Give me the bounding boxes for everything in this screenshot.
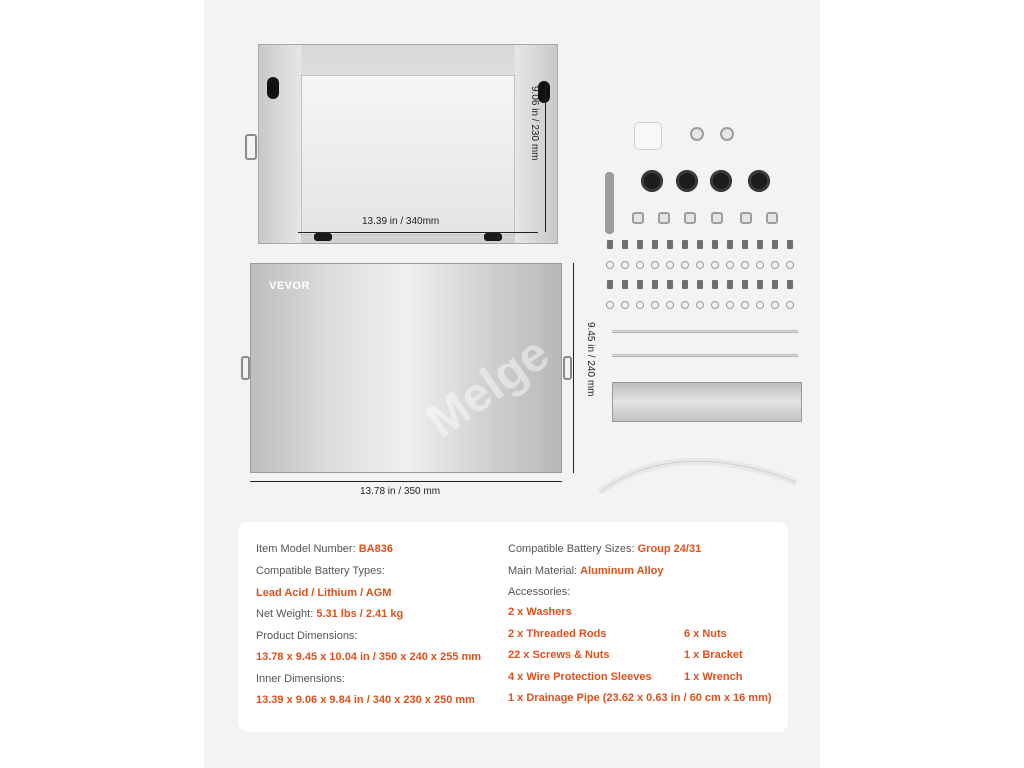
sleeve-icon-3 <box>710 170 732 192</box>
nut-icon <box>684 212 696 224</box>
screw-icon <box>652 240 658 249</box>
small-washer-icon <box>726 301 734 309</box>
small-washer-icon <box>711 261 719 269</box>
nut-icon <box>632 212 644 224</box>
box-left-wall <box>259 45 301 243</box>
small-washer-icon <box>741 261 749 269</box>
drain-elbow-icon <box>634 122 662 150</box>
lid-handle-left <box>241 356 250 380</box>
threaded-rod-icon-2 <box>612 354 798 357</box>
bracket-icon <box>612 382 802 422</box>
screw-icon <box>637 280 643 289</box>
small-washer-icon <box>636 261 644 269</box>
small-washer-icon <box>621 261 629 269</box>
accessory-washers: 2 x Washers <box>508 606 572 618</box>
inner-height-label: 9.06 in / 230 mm <box>529 86 540 161</box>
screw-icon <box>787 240 793 249</box>
small-washer-icon <box>666 301 674 309</box>
product-dims-value: 13.78 x 9.45 x 10.04 in / 350 x 240 x 255 mm <box>256 651 482 663</box>
nut-icon <box>658 212 670 224</box>
screw-icon <box>637 240 643 249</box>
small-washer-icon <box>771 261 779 269</box>
watermark: Melge <box>417 326 559 449</box>
accessory-sleeves: 4 x Wire Protection Sleeves <box>508 671 652 683</box>
inner-dims-label: Inner Dimensions: <box>256 673 345 685</box>
outer-width-line <box>250 481 562 482</box>
foot-right <box>484 233 502 241</box>
small-washer-icon <box>651 301 659 309</box>
small-washer-icon <box>636 301 644 309</box>
inner-dims-value: 13.39 x 9.06 x 9.84 in / 340 x 230 x 250 mm <box>256 694 475 706</box>
grommet-left <box>267 77 279 99</box>
accessory-wrench: 1 x Wrench <box>684 671 743 683</box>
screw-icon <box>712 240 718 249</box>
screw-icon <box>682 240 688 249</box>
inner-height-line <box>545 84 546 232</box>
model-row <box>256 543 393 555</box>
sizes-label: Compatible Battery Sizes: <box>508 543 635 555</box>
accessory-bracket: 1 x Bracket <box>684 649 743 661</box>
screw-icon <box>727 240 733 249</box>
screw-icon <box>607 240 613 249</box>
screw-icon <box>697 240 703 249</box>
outer-height-label: 9.45 in / 240 mm <box>585 322 596 397</box>
small-washer-icon <box>786 261 794 269</box>
screw-icon <box>622 280 628 289</box>
small-washer-icon <box>711 301 719 309</box>
sleeve-icon-2 <box>676 170 698 192</box>
inner-width-label: 13.39 in / 340mm <box>362 216 440 227</box>
washer-icon-2 <box>720 127 734 141</box>
small-washer-icon <box>756 261 764 269</box>
types-value: Lead Acid / Lithium / AGM <box>256 587 392 599</box>
nut-icon <box>766 212 778 224</box>
small-washer-icon <box>696 301 704 309</box>
screw-icon <box>757 280 763 289</box>
material-label: Main Material: <box>508 565 578 577</box>
threaded-rod-icon-1 <box>612 330 798 333</box>
accessory-screws: 22 x Screws & Nuts <box>508 649 610 661</box>
screw-icon <box>682 280 688 289</box>
screw-icon <box>697 280 703 289</box>
washer-icon-1 <box>690 127 704 141</box>
material-row <box>508 565 663 577</box>
nut-icon <box>711 212 723 224</box>
screw-icon <box>622 240 628 249</box>
small-washer-icon <box>666 261 674 269</box>
small-washer-icon <box>696 261 704 269</box>
material-value: Aluminum Alloy <box>580 565 664 577</box>
accessory-rods: 2 x Threaded Rods <box>508 628 607 640</box>
screw-icon <box>652 280 658 289</box>
small-washer-icon <box>741 301 749 309</box>
sizes-row <box>508 543 701 555</box>
screw-icon <box>667 280 673 289</box>
small-washer-icon <box>621 301 629 309</box>
screw-icon <box>727 280 733 289</box>
outer-width-label: 13.78 in / 350 mm <box>360 486 441 497</box>
drainage-pipe-icon <box>596 436 806 496</box>
screw-icon <box>607 280 613 289</box>
screw-icon <box>787 280 793 289</box>
screw-icon <box>667 240 673 249</box>
weight-value: 5.31 lbs / 2.41 kg <box>316 608 404 620</box>
small-washer-icon <box>606 261 614 269</box>
small-washer-icon <box>756 301 764 309</box>
accessories-label: Accessories: <box>508 586 571 598</box>
screw-icon <box>772 280 778 289</box>
nut-icon <box>740 212 752 224</box>
small-washer-icon <box>726 261 734 269</box>
screw-icon <box>772 240 778 249</box>
wrench-icon <box>605 172 614 234</box>
weight-label: Net Weight: <box>256 608 314 620</box>
small-washer-icon <box>681 261 689 269</box>
open-battery-box-image <box>258 44 558 244</box>
sleeve-icon-4 <box>748 170 770 192</box>
product-dims-label: Product Dimensions: <box>256 630 358 642</box>
screw-icon <box>757 240 763 249</box>
inner-width-line <box>298 232 538 233</box>
small-washer-icon <box>681 301 689 309</box>
small-washer-icon <box>786 301 794 309</box>
foot-left <box>314 233 332 241</box>
sleeve-icon-1 <box>641 170 663 192</box>
weight-row <box>256 608 403 620</box>
model-label: Item Model Number: <box>256 543 356 555</box>
lid-handle-right <box>563 356 572 380</box>
brand-logo: VEVOR <box>269 280 311 292</box>
small-washer-icon <box>606 301 614 309</box>
side-handle <box>245 134 257 160</box>
screw-icon <box>712 280 718 289</box>
accessory-nuts: 6 x Nuts <box>684 628 727 640</box>
screw-icon <box>742 280 748 289</box>
outer-height-line <box>573 263 574 473</box>
model-value: BA836 <box>358 543 393 555</box>
box-interior <box>301 75 515 235</box>
sizes-value: Group 24/31 <box>637 543 702 555</box>
screw-icon <box>742 240 748 249</box>
types-label: Compatible Battery Types: <box>256 565 385 577</box>
small-washer-icon <box>771 301 779 309</box>
accessory-pipe: 1 x Drainage Pipe (23.62 x 0.63 in / 60 cm x 16 mm) <box>508 692 772 704</box>
small-washer-icon <box>651 261 659 269</box>
